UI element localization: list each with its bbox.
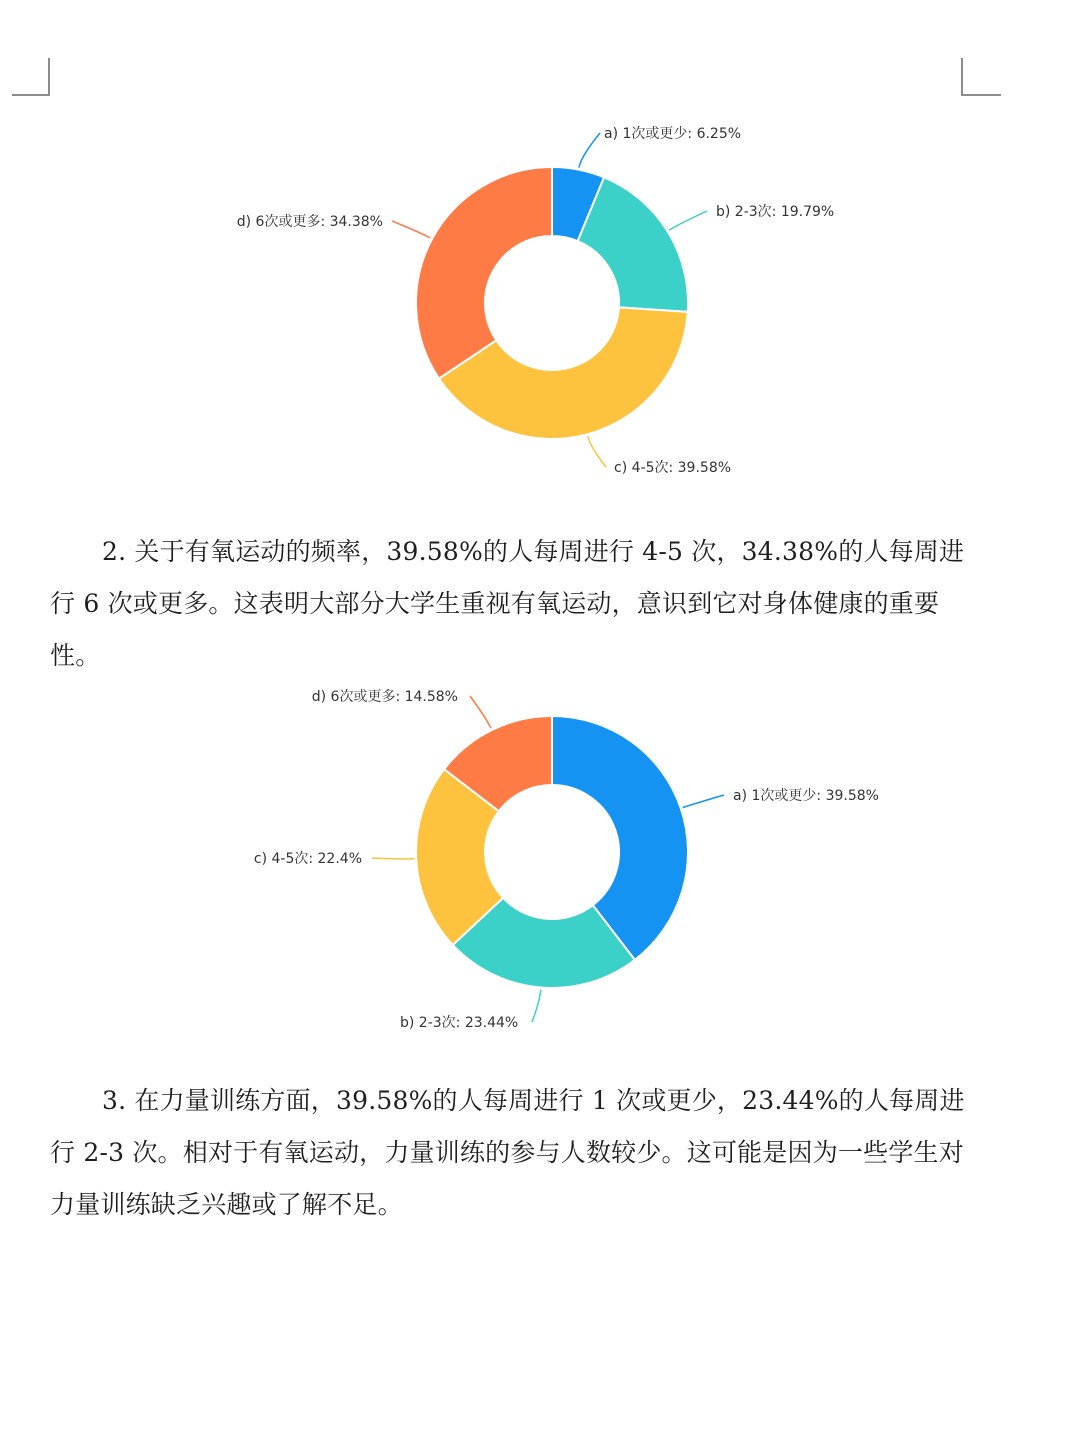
paragraph-aerobic-frequency: 2. 关于有氧运动的频率，39.58%的人每周进行 4-5 次，34.38%的人每周进行 6 次或更多。这表明大部分大学生重视有氧运动，意识到它对身体健康的重要性。	[50, 537, 965, 670]
leader-line-c	[588, 436, 606, 467]
leader-line-d	[392, 221, 430, 238]
slice-label-d: d) 6次或更多: 14.58%	[311, 689, 458, 705]
slice-label-a: a) 1次或更少: 6.25%	[604, 126, 742, 142]
leader-line-b	[532, 990, 541, 1022]
crop-mark-top-left-vertical	[48, 58, 50, 96]
paragraph-strength-frequency: 3. 在力量训练方面，39.58%的人每周进行 1 次或更少，23.44%的人每周进行 2-3 次。相对于有氧运动，力量训练的参与人数较少。这可能是因为一些学生对力量训练缺乏兴趣或了解不足。	[50, 1086, 965, 1219]
slice-label-d: d) 6次或更多: 34.38%	[236, 214, 383, 230]
crop-mark-top-right-vertical	[961, 58, 963, 96]
donut-slice-d	[416, 167, 552, 379]
leader-line-b	[669, 211, 707, 230]
donut-chart-svg	[0, 680, 1080, 1050]
strength-frequency-donut-chart	[0, 680, 1080, 1050]
crop-mark-top-right-horizontal	[961, 94, 1001, 96]
donut-chart-svg	[0, 110, 1080, 500]
crop-mark-top-left-horizontal	[12, 94, 50, 96]
slice-label-b: b) 2-3次: 19.79%	[716, 204, 835, 220]
aerobic-frequency-donut-chart	[0, 110, 1080, 500]
slice-label-c: c) 4-5次: 22.4%	[253, 851, 362, 867]
slice-label-a: a) 1次或更少: 39.58%	[733, 788, 879, 804]
leader-line-a	[683, 795, 724, 808]
leader-line-d	[470, 696, 491, 728]
slice-label-b: b) 2-3次: 23.44%	[400, 1015, 519, 1031]
slice-label-c: c) 4-5次: 39.58%	[614, 460, 732, 476]
leader-line-c	[372, 858, 414, 859]
leader-line-a	[579, 133, 600, 168]
